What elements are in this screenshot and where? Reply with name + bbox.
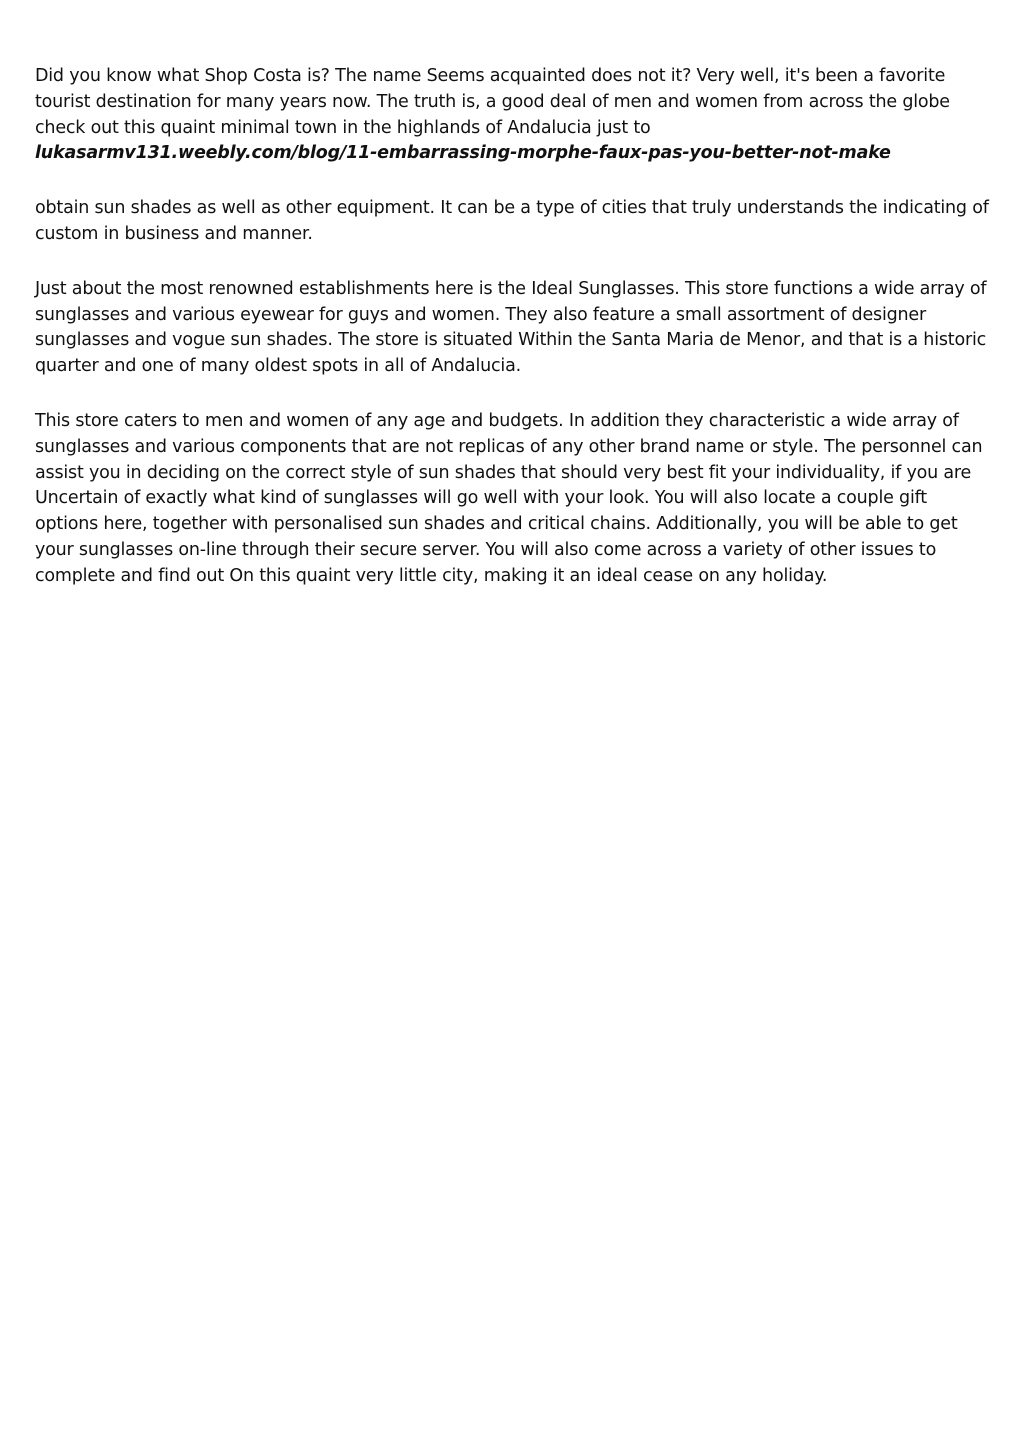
paragraph-intro (35, 64, 993, 167)
article-body (35, 64, 993, 619)
paragraph-ideal-sunglasses: Just about the most renowned establishments here is the Ideal Sunglasses. This store functions a wide array of sunglasses and various eyewear for guys and women. They also feature a small assortment of designer sunglasses and vogue sun shades. The store is situated Within the Santa Maria de Menor, and that is a historic quarter and one of many oldest spots in all of Andalucia. (35, 278, 987, 377)
paragraph-store-details: This store caters to men and women of any age and budgets. In addition they characteristic a wide array of sunglasses and various components that are not replicas of any other brand name or style. The personnel can assist you in deciding on the correct style of sun shades that should very best fit your individuality, if you are Uncertain of exactly what kind of sunglasses will go well with your look. You will also locate a couple gift options here, together with personalised sun shades and critical chains. Additionally, you will be able to get your sunglasses on-line through their secure server. You will also come across a variety of other issues to complete and find out On this quaint very little city, making it an ideal cease on any holiday. (35, 410, 983, 586)
paragraph-intro-text: Did you know what Shop Costa is? The name Seems acquainted does not it? Very well, it's been a favorite tourist destination for many years now. The truth is, a good deal of men and women from across the globe check out this quaint minimal town in the highlands of Andalucia just to (35, 66, 950, 138)
blog-link[interactable]: lukasarmv131.weebly.com/blog/11-embarrassing-morphe-faux-pas-you-better-not-make (35, 143, 891, 164)
paragraph-sun-shades: obtain sun shades as well as other equipment. It can be a type of cities that truly understands the indicating of custom in business and manner. (35, 198, 989, 244)
